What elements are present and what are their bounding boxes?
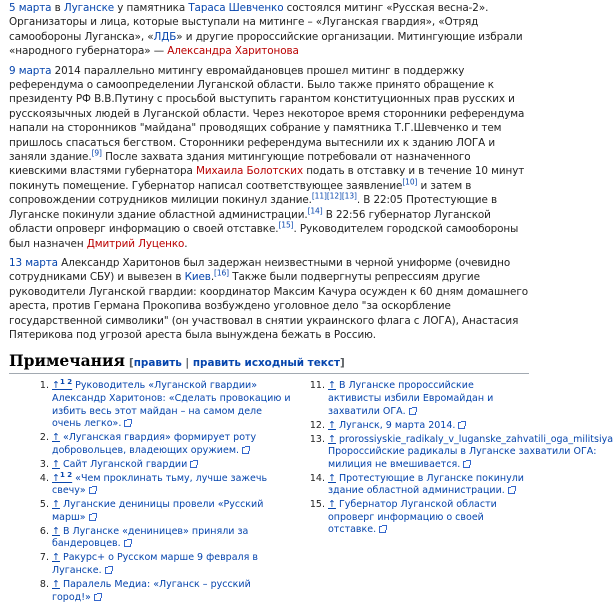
- external-link-icon: [379, 526, 386, 533]
- reference-number: 2.: [39, 432, 49, 444]
- reference-number: 8.: [39, 578, 49, 590]
- footnote-ref-11-13[interactable]: [11][12][13]: [311, 191, 357, 201]
- up-arrow-icon: ↑: [52, 525, 60, 537]
- reference-body: [52, 579, 291, 604]
- reference-item: [33, 459, 291, 472]
- up-arrow-icon: ↑: [52, 472, 60, 484]
- up-arrow-icon: ↑: [328, 419, 336, 431]
- reference-link[interactable]: Паралель Медиа: «Луганск – русский город!»: [52, 578, 251, 603]
- reference-link[interactable]: В Луганске «дениницев» приняли за бандеровцев.: [52, 525, 249, 550]
- edit-source-link[interactable]: править исходный текст: [192, 357, 340, 370]
- reference-number: 13.: [309, 433, 325, 445]
- backlink-arrow[interactable]: [328, 434, 339, 445]
- reference-link[interactable]: Губернатор Луганской области опроверг информацию о своей отставке.: [328, 499, 497, 536]
- reference-link[interactable]: Луганские дениницы провели «Русский марш»: [52, 499, 264, 523]
- reference-body: [328, 434, 613, 472]
- reference-text: [52, 552, 258, 576]
- footnote-ref[interactable]: [214, 269, 229, 278]
- link-march-13[interactable]: 13 марта: [9, 256, 58, 269]
- footnote-ref[interactable]: [402, 177, 417, 186]
- reference-text: [52, 499, 263, 523]
- reference-number: 4.: [39, 472, 49, 484]
- reference-number: 6.: [39, 525, 49, 537]
- separator: |: [181, 357, 193, 370]
- reference-number: 11.: [309, 380, 325, 392]
- text: » и другие пророссийские организации. Митингующие избрали «народного губернатора» —: [9, 30, 523, 58]
- reference-text: [52, 526, 248, 550]
- footnote-ref-15[interactable]: [15]: [278, 220, 294, 230]
- external-link-icon: [89, 487, 96, 494]
- reference-body: [52, 552, 291, 577]
- reference-item: [33, 499, 291, 524]
- paragraph-march-9: [9, 64, 529, 251]
- external-link-icon: [94, 594, 101, 601]
- reference-number: 1.: [39, 380, 49, 392]
- backlink-arrow[interactable]: [52, 552, 63, 563]
- external-link-icon: [242, 447, 249, 454]
- footnote-ref-10[interactable]: [10]: [402, 177, 418, 187]
- reference-text: [63, 459, 197, 470]
- references-list: [9, 378, 613, 605]
- edit-link[interactable]: править: [133, 357, 182, 370]
- text: состоялся митинг «Русская весна-2». Организаторы и лица, которые выступали на митинге – «Луганская гвардия», «Отряд самообороны Луганска», «: [9, 2, 489, 43]
- reference-text: [328, 380, 493, 416]
- bracket: ]: [340, 357, 345, 370]
- paragraph-march-13: [9, 256, 529, 342]
- text: .: [210, 271, 215, 284]
- link-march-9[interactable]: 9 марта: [9, 64, 52, 77]
- reference-number: 12.: [309, 419, 325, 431]
- section-title: Примечания: [9, 351, 125, 371]
- up-arrow-icon: ↑: [52, 499, 60, 511]
- reference-body: [328, 473, 529, 498]
- link-aleksandr-kharitonov[interactable]: Александра Харитонова: [167, 45, 299, 58]
- text: с просьбой выступить гарантом конституционных прав русских и русскоязычных людей в Луганской области. Через некоторое время сторонники референдума напали на сторонников "майдана" проводящих собрание у памятника Т.Г.Шевченко и тем пришлось спасаться бегством. Сторонники референдума вытеснили их к зданию ЛОГА и заняли здание.: [9, 93, 525, 164]
- text: В 22:56 губернатор Луганской области опроверг информацию о своей отставке.: [9, 208, 491, 236]
- reference-link[interactable]: prorossiyskie_radikaly_v_luganske_zahvatili_oga_militsiya Пророссийские радикалы в Луганске захватили ОГА: милиция не вмешивается.: [328, 433, 613, 470]
- reference-number: 15.: [309, 499, 325, 511]
- footnote-ref-14[interactable]: [14]: [307, 206, 323, 216]
- text: подать в отставку и в течение 10 минут покинуть помещение. Губернатор написал соответствующее заявление: [9, 165, 525, 192]
- text: 2014 параллельно митингу евромайдановцев прошел митинг в поддержку референдума о самоопределении Луганской области. Было также принято обращение к президенту РФ: [9, 64, 494, 106]
- reference-link[interactable]: Руководитель «Луганской гвардии» Александр Харитонов: «Сделать провокацию и избить весь этот майдан – на самом деле очень легко».: [52, 380, 291, 430]
- external-link-icon: [463, 461, 470, 468]
- reference-number: 14.: [309, 472, 325, 484]
- reference-link[interactable]: «Чем проклинать тьму, лучше зажечь свечу»: [52, 472, 268, 497]
- backlink-arrow[interactable]: [52, 499, 63, 510]
- reference-body: [328, 499, 529, 537]
- paragraph-march-5: [9, 1, 529, 59]
- references-column-left: [9, 380, 291, 605]
- reference-item: [309, 420, 529, 433]
- text: в: [51, 2, 64, 14]
- reference-number: 3.: [39, 458, 49, 470]
- text: В.В.Путину: [94, 93, 154, 106]
- backlink-arrow[interactable]: [52, 526, 63, 537]
- reference-text: [328, 434, 613, 470]
- backlink-letters[interactable]: 1 2: [59, 470, 73, 479]
- backlink-arrow[interactable]: [328, 420, 339, 431]
- reference-item: [33, 380, 291, 430]
- reference-item: [33, 552, 291, 577]
- link-dmitriy-lutsenko[interactable]: Дмитрий Луценко: [86, 237, 185, 250]
- footnote-ref[interactable]: [92, 149, 102, 158]
- reference-item: [33, 432, 291, 457]
- backlink-arrow[interactable]: [328, 380, 339, 391]
- reference-link[interactable]: Ракурс+ о Русском марше 9 февраля в Луганске.: [52, 552, 258, 576]
- text: .: [184, 237, 188, 250]
- text: . В 22:05 Протестующие в Луганске покинули здание областной администрации.: [9, 194, 497, 221]
- reference-body: [328, 420, 465, 433]
- reference-link[interactable]: «Луганская гвардия» формирует роту добровольцев, владеющих оружием.: [52, 432, 257, 456]
- up-arrow-icon: ↑: [52, 552, 60, 564]
- section-heading-notes: [9, 351, 529, 374]
- footnote-ref[interactable]: [312, 192, 357, 201]
- backlink-letters[interactable]: 1 2: [59, 378, 73, 387]
- up-arrow-icon: ↑: [328, 380, 336, 392]
- reference-item: [33, 526, 291, 551]
- up-arrow-icon: ↑: [52, 432, 60, 444]
- reference-body: [52, 526, 291, 551]
- bracket: [: [128, 357, 134, 370]
- external-link-icon: [458, 422, 465, 429]
- reference-item: [309, 473, 529, 498]
- reference-body: [328, 380, 529, 418]
- external-link-icon: [124, 540, 131, 547]
- footnote-ref-16[interactable]: [16]: [214, 268, 230, 278]
- reference-text: [339, 420, 465, 431]
- backlink-arrow[interactable]: [328, 473, 339, 484]
- reference-body: [52, 499, 291, 524]
- reference-link[interactable]: Луганск, 9 марта 2014.: [338, 419, 456, 431]
- reference-text: [52, 380, 291, 429]
- backlink-arrow[interactable]: [52, 470, 75, 484]
- up-arrow-icon: ↑: [328, 472, 336, 484]
- up-arrow-icon: ↑: [328, 499, 336, 511]
- text: . Руководителем городской самообороны был назначен: [9, 223, 519, 250]
- reference-text: [52, 579, 251, 603]
- text: у памятника: [114, 2, 189, 14]
- references-column-right: [291, 380, 613, 605]
- backlink-arrow[interactable]: [52, 459, 63, 470]
- backlink-arrow[interactable]: [52, 380, 75, 391]
- reference-item: [33, 470, 291, 498]
- external-link-icon: [409, 408, 416, 415]
- link-ldb[interactable]: ЛДБ: [153, 30, 177, 43]
- reference-item: [309, 433, 613, 472]
- link-march-5[interactable]: 5 марта: [9, 2, 52, 14]
- footnote-ref-9[interactable]: [9]: [91, 148, 102, 158]
- external-link-icon: [89, 514, 96, 521]
- reference-body: [52, 432, 291, 457]
- external-link-icon: [190, 461, 197, 468]
- footnote-ref[interactable]: [278, 221, 293, 230]
- reference-item: [309, 380, 529, 418]
- backlink-arrow[interactable]: [52, 579, 63, 590]
- external-link-icon: [124, 420, 131, 427]
- text: и затем в сопровождении сотрудников милиции покинул здание.: [9, 179, 472, 207]
- backlink-arrow[interactable]: [328, 499, 339, 510]
- reference-body: [52, 380, 291, 430]
- reference-link[interactable]: Протестующие в Луганске покинули здание областной администрации.: [328, 472, 524, 497]
- reference-text: [328, 499, 497, 535]
- reference-link[interactable]: Сайт Луганской гвардии: [62, 458, 188, 470]
- edit-section-links: [129, 357, 345, 369]
- reference-link[interactable]: В Луганске пророссийские активисты избили Евромайдан и захватили ОГА.: [328, 380, 494, 417]
- up-arrow-icon: ↑: [52, 380, 60, 392]
- text: Александр Харитонов был задержан неизвестными в черной униформе (очевидно сотрудниками СБУ) и вывезен в: [9, 256, 511, 284]
- text: Также были подвергнуты репрессиям другие руководители Луганской гвардии: координатор Максим Качура осужден к 60 дням домашнего ареста, против Германа Прокопива возбуждено уголовное дело "за оскорбление государственной символики" (он участвовал в снятии украинского флага с ЛОГА), Анастасия Пятерикова под угрозой ареста была вынуждена бежать в Россию.: [9, 271, 528, 341]
- backlink-arrow[interactable]: [52, 432, 63, 443]
- up-arrow-icon: ↑: [328, 433, 336, 445]
- reference-item: [309, 499, 529, 537]
- link-taras-shevchenko[interactable]: Тараса Шевченко: [188, 2, 284, 14]
- reference-text: [52, 470, 268, 497]
- reference-number: 7.: [39, 552, 49, 564]
- link-mikhail-bolotskikh[interactable]: Михаила Болотских: [195, 165, 303, 178]
- link-lugansk[interactable]: Луганске: [63, 2, 115, 14]
- reference-text: [52, 432, 256, 456]
- up-arrow-icon: ↑: [52, 458, 60, 470]
- text: После захвата здания митингующие потребовали от назначенного киевскими властями губернатора: [9, 151, 471, 178]
- reference-text: [328, 473, 524, 497]
- up-arrow-icon: ↑: [52, 578, 60, 590]
- reference-body: [52, 459, 197, 472]
- footnote-ref[interactable]: [308, 206, 323, 215]
- reference-body: [52, 470, 291, 498]
- reference-number: 5.: [39, 499, 49, 511]
- external-link-icon: [508, 487, 515, 494]
- external-link-icon: [105, 567, 112, 574]
- link-kiev[interactable]: Киев: [184, 271, 211, 284]
- reference-item: [33, 579, 291, 604]
